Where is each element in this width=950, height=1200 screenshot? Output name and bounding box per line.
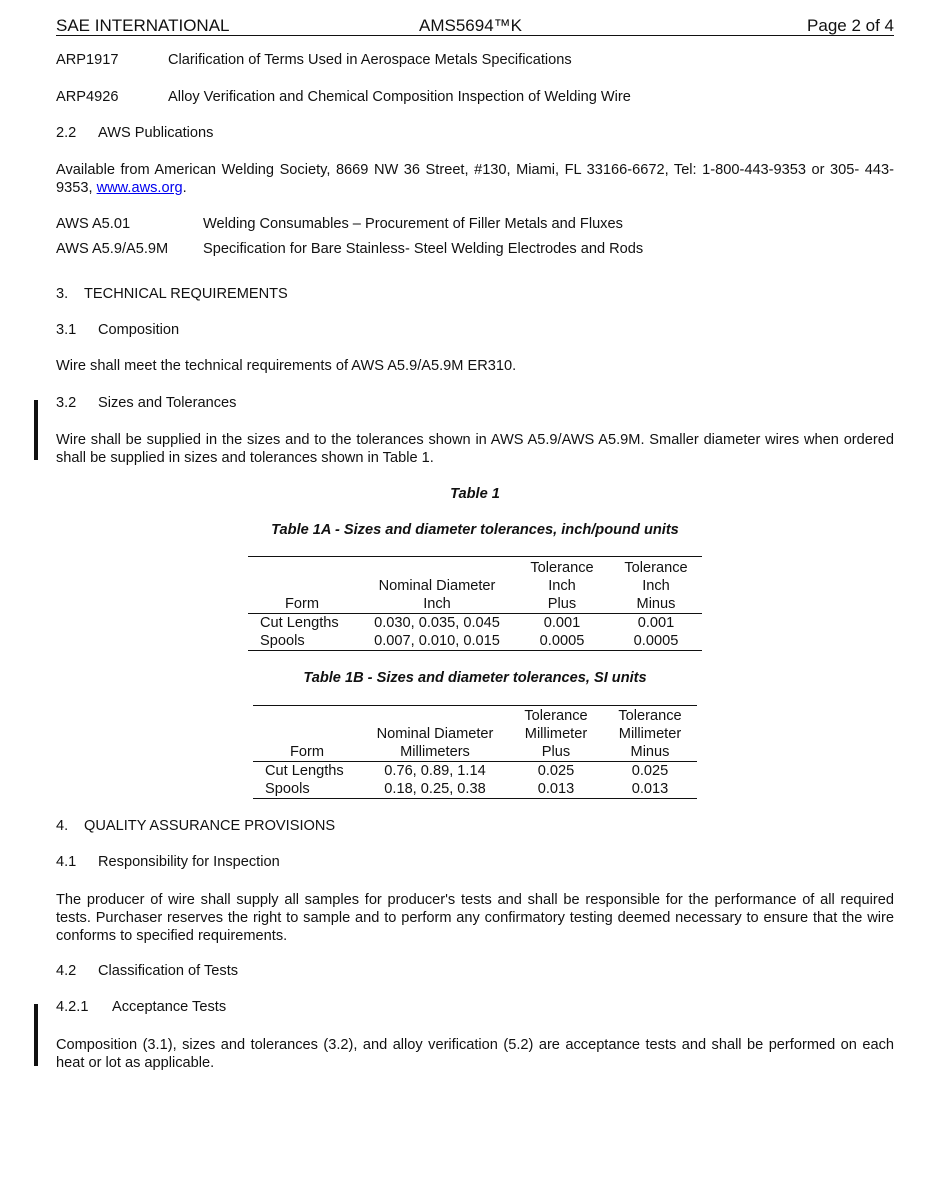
table-header: Nominal Diameter (378, 578, 496, 594)
ref-title: Welding Consumables – Procurement of Filler Metals and Fluxes (203, 216, 623, 232)
table-header: Nominal Diameter (376, 726, 494, 742)
ref-code: AWS A5.01 (56, 216, 131, 232)
table-header: Plus (547, 596, 577, 612)
table-header: Inch (642, 578, 670, 594)
table-cell: 0.001 (637, 615, 675, 631)
section-title: Composition (98, 322, 180, 338)
table-header: Minus (636, 596, 676, 612)
section-number: 4.1 (56, 854, 77, 870)
table-header: Inch (423, 596, 451, 612)
section-number: 3.2 (56, 395, 77, 411)
table-header: Millimeter (524, 726, 588, 742)
table-1b-caption: Table 1B - Sizes and diameter tolerances, SI units (303, 670, 647, 686)
aws-website-link[interactable]: www.aws.org (96, 180, 183, 196)
table-cell: 0.025 (631, 763, 669, 779)
acceptance-tests-paragraph: Composition (3.1), sizes and tolerances (3.2), and alloy verification (5.2) are acceptance tests and shall be performed on each heat or lot as applicable. (56, 1037, 894, 1071)
table-cell: 0.030, 0.035, 0.045 (374, 615, 500, 631)
ref-code: ARP1917 (56, 52, 119, 68)
table-header: Minus (630, 744, 670, 760)
table-cell: Cut Lengths (260, 615, 339, 631)
section-number: 2.2 (56, 125, 77, 141)
table-rule (253, 705, 697, 706)
table-cell: Cut Lengths (265, 763, 344, 779)
table-header: Millimeter (618, 726, 682, 742)
header-org: SAE INTERNATIONAL (56, 16, 230, 35)
revision-change-bar (34, 1004, 38, 1066)
table-cell: 0.0005 (539, 633, 585, 649)
table-1-title: Table 1 (450, 486, 500, 502)
ref-code: AWS A5.9/A5.9M (56, 241, 169, 257)
aws-availability-paragraph: Available from American Welding Society, 8669 NW 36 Street, #130, Miami, FL 33166-6672, Tel: 1-800-443-9353 or 305- 443-9353, www.aws.org. (56, 162, 894, 196)
table-header: Inch (548, 578, 576, 594)
ref-title: Specification for Bare Stainless- Steel Welding Electrodes and Rods (203, 241, 644, 257)
table-cell: 0.76, 0.89, 1.14 (384, 763, 486, 779)
section-number: 4. (56, 818, 69, 834)
header-doc-number: AMS5694™K (419, 16, 522, 35)
table-header: Tolerance (524, 708, 588, 724)
inspection-paragraph: The producer of wire shall supply all samples for producer's tests and shall be responsible for the performance of all required tests. Purchaser reserves the right to sample and to perform any confirmatory testing deemed necessary to ensure that the wire conforms to specified requirements. (56, 892, 894, 944)
section-number: 4.2.1 (56, 999, 89, 1015)
ref-code: ARP4926 (56, 89, 119, 105)
table-header: Plus (541, 744, 571, 760)
table-cell: 0.013 (631, 781, 669, 797)
table-header: Form (284, 596, 320, 612)
table-header: Tolerance (624, 560, 688, 576)
composition-paragraph: Wire shall meet the technical requirements of AWS A5.9/A5.9M ER310. (56, 358, 517, 374)
table-1a (248, 556, 702, 652)
table-header: Form (289, 744, 325, 760)
table-cell: 0.025 (537, 763, 575, 779)
table-1b (253, 705, 697, 801)
ref-title: Alloy Verification and Chemical Composition Inspection of Welding Wire (168, 89, 631, 105)
table-header: Tolerance (618, 708, 682, 724)
section-title: Responsibility for Inspection (98, 854, 280, 870)
revision-change-bar (34, 400, 38, 460)
table-cell: 0.013 (537, 781, 575, 797)
table-header: Tolerance (530, 560, 594, 576)
table-1a-caption: Table 1A - Sizes and diameter tolerances, inch/pound units (271, 522, 679, 538)
section-number: 4.2 (56, 963, 77, 979)
table-cell: Spools (260, 633, 305, 649)
section-title: TECHNICAL REQUIREMENTS (84, 286, 288, 302)
table-cell: 0.007, 0.010, 0.015 (374, 633, 500, 649)
section-number: 3.1 (56, 322, 77, 338)
section-title: Acceptance Tests (112, 999, 227, 1015)
section-title: QUALITY ASSURANCE PROVISIONS (84, 818, 336, 834)
table-rule (248, 650, 702, 651)
header-page-number: Page 2 of 4 (807, 16, 894, 35)
section-title: Sizes and Tolerances (98, 395, 237, 411)
table-cell: 0.0005 (633, 633, 679, 649)
table-cell: 0.18, 0.25, 0.38 (384, 781, 486, 797)
table-rule (248, 556, 702, 557)
table-cell: 0.001 (543, 615, 581, 631)
table-rule (253, 798, 697, 799)
section-number: 3. (56, 286, 69, 302)
section-title: AWS Publications (98, 125, 214, 141)
sizes-tolerances-paragraph: Wire shall be supplied in the sizes and to the tolerances shown in AWS A5.9/AWS A5.9M. Smaller diameter wires when ordered shall be supplied in sizes and tolerances shown in Table 1. (56, 432, 894, 466)
section-title: Classification of Tests (98, 963, 239, 979)
table-cell: Spools (265, 781, 310, 797)
table-header: Millimeters (400, 744, 470, 760)
header-rule (56, 35, 894, 36)
ref-title: Clarification of Terms Used in Aerospace Metals Specifications (168, 52, 572, 68)
